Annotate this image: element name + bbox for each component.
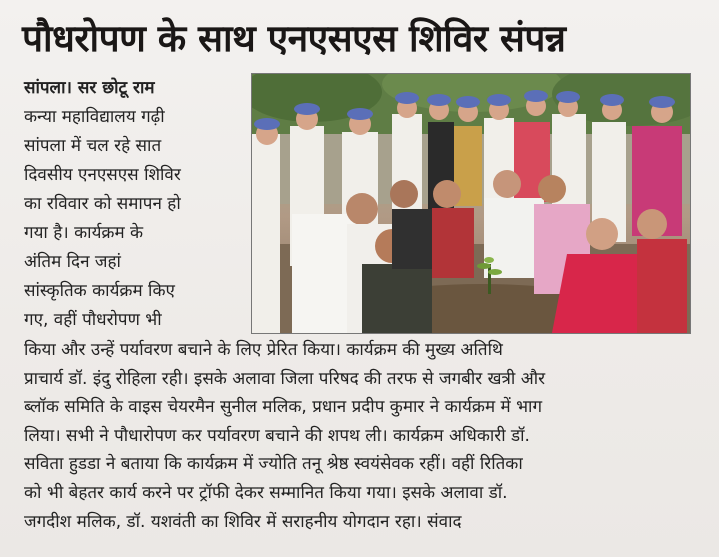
column-line: गए, वहीं पौधरोपण भी [24,310,162,330]
body-line: ब्लॉक समिति के वाइस चेयरमैन सुनील मलिक, प्रधान प्रदीप कुमार ने कार्यक्रम में भाग [24,397,543,418]
body-line: को भी बेहतर कार्य करने पर ट्रॉफी देकर सम्मानित किया गया। इसके अलावा डॉ. [24,482,508,503]
next-article-fragment [24,540,704,557]
article-headline: पौधरोपण के साथ एनएसएस शिविर संपन्न [22,17,566,60]
column-line: सांपला। सर छोटू राम [24,78,155,98]
body-line: सविता हुडडा ने बताया कि कार्यक्रम में ज्योति तनू श्रेष्ठ स्वयंसेवक रहीं। वहीं रितिका [24,454,523,475]
column-line: अंतिम दिन जहां [24,252,121,272]
column-line: सांपला में चल रहे सात [24,136,162,156]
column-line: कन्या महाविद्यालय गढ़ी [24,107,165,127]
plantation-illustration [252,74,690,333]
body-line: किया और उन्हें पर्यावरण बचाने के लिए प्रेरित किया। कार्यक्रम की मुख्य अतिथि [24,340,503,360]
column-line: का रविवार को समापन हो [24,194,181,214]
body-line: लिया। सभी ने पौधारोपण कर पर्यावरण बचाने की शपथ ली। कार्यक्रम अधिकारी डॉ. [24,425,530,446]
body-line: प्राचार्य डॉ. इंदु रोहिला रही। इसके अलावा जिला परिषद की तरफ से जगबीर खत्री और [24,368,546,389]
body-line: जगदीश मलिक, डॉ. यशवंती का शिविर में सराहनीय योगदान रहा। संवाद [24,511,462,532]
article-column-text [24,74,246,335]
article-body-text [24,336,696,536]
previous-article-fragment [18,0,708,12]
column-line: गया है। कार्यक्रम के [24,223,144,243]
article-photo [251,73,691,334]
column-line: दिवसीय एनएसएस शिविर [24,165,181,185]
column-line: सांस्कृतिक कार्यक्रम किए [24,281,175,301]
